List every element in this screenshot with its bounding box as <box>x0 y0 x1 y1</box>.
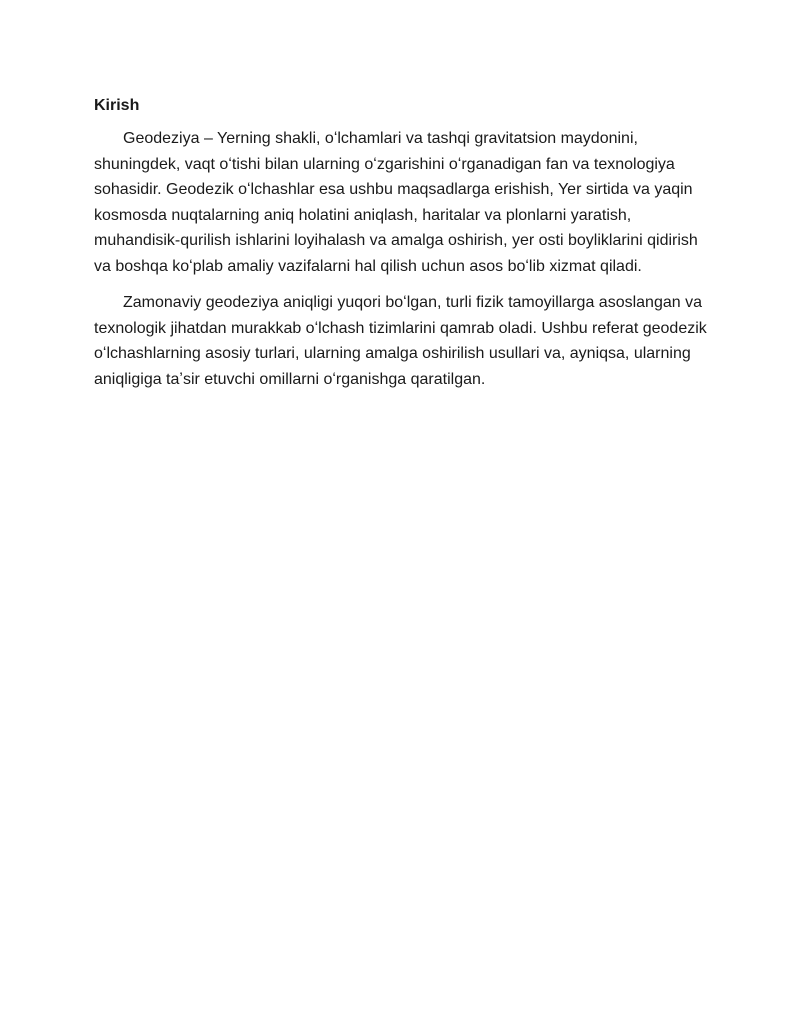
paragraph-introduction: Geodeziya – Yerning shakli, oʻlchamlari va tashqi gravitatsion maydonini, shuningdek, vaqt oʻtishi bilan ularning oʻzgarishini oʻrganadigan fan va texnologiya sohasidir. Geodezik oʻlchashlar esa ushbu maqsadlarga erishish, Yer sirtida va yaqin kosmosda nuqtalarning aniq holatini aniqlash, haritalar va plonlarni yaratish, muhandisik-qurilish ishlarini loyihalash va amalga oshirish, yer osti boyliklarini qidirish va boshqa koʻplab amaliy vazifalarni hal qilish uchun asos boʻlib xizmat qiladi. <box>94 130 698 275</box>
document-body <box>94 95 714 403</box>
section-heading: Kirish <box>94 97 140 114</box>
paragraph-scope: Zamonaviy geodeziya aniqligi yuqori boʻlgan, turli fizik tamoyillarga asoslangan va texnologik jihatdan murakkab oʻlchash tizimlarini qamrab oladi. Ushbu referat geodezik oʻlchashlarning asosiy turlari, ularning amalga oshirilish usullari va, ayniqsa, ularning aniqligiga taʼsir etuvchi omillarni oʻrganishga qaratilgan. <box>94 294 707 388</box>
